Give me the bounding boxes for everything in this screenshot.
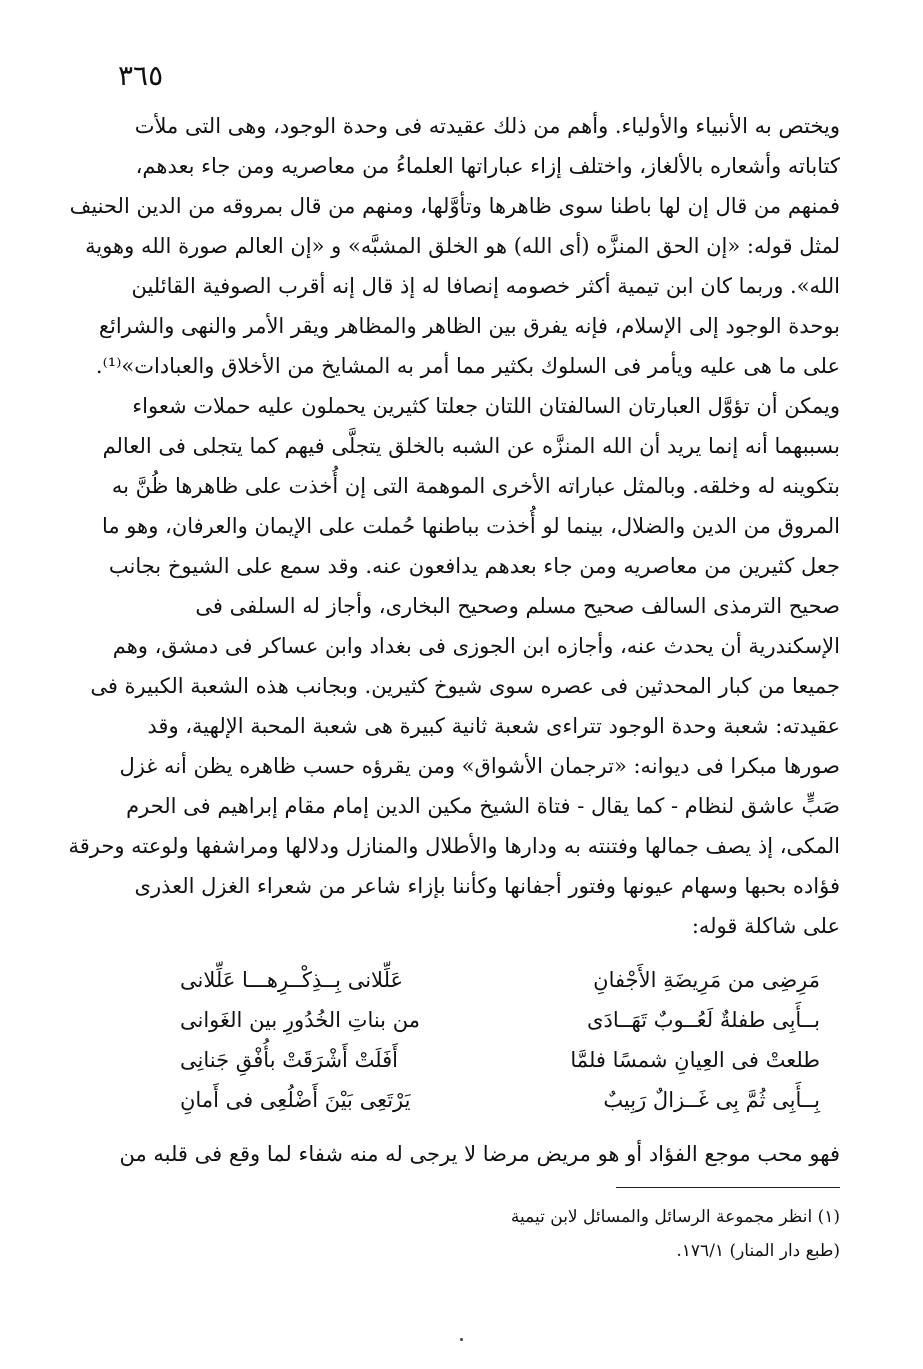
print-speck: [460, 1338, 463, 1341]
verse-first-hemistich: بِــأَبِى ثُمَّ بِى غَــزالٌ رَبِيبٌ: [603, 1088, 820, 1112]
body-line: بتكوينه له وخلقه. وبالمثل عباراته الأخرى الموهمة التى إن أُخذت على ظاهرها ظُنَّ به: [111, 474, 840, 498]
body-line: المروق من الدين والضلال، بينما لو أُخذت بباطنها حُملت على الإيمان والعرفان، وهو ما: [101, 514, 840, 538]
body-line: بوحدة الوجود إلى الإسلام، فإنه يفرق بين الظاهر والمظاهر ويقر الأمر والنهى والشرائع: [98, 314, 840, 338]
verse-first-hemistich: مَرِضِى من مَرِيضَةِ الأَجْفانِ: [593, 968, 820, 992]
verse-first-hemistich: طلعتْ فى العِيانِ شمسًا فلمَّا: [570, 1048, 820, 1072]
verse-row: [180, 1080, 820, 1120]
verse-second-hemistich: يَرْتَعِى بَيْنَ أَضْلُعِى فى أَمانِ: [180, 1088, 411, 1112]
closing-line: فهو محب موجع الفؤاد أو هو مريض مرضا لا يرجى له منه شفاء لما وقع فى قلبه من: [119, 1142, 840, 1166]
footnotes: [500, 1200, 840, 1268]
body-line: صَبٍّ عاشق لنظام - كما يقال - فتاة الشيخ مكين الدين إمام مقام إبراهيم فى الحرم: [126, 794, 840, 818]
body-line: جميعا من كبار المحدثين فى عصره سوى شيوخ كثيرين. وبجانب هذه الشعبة الكبيرة فى: [90, 674, 840, 698]
body-line: ويختص به الأنبياء والأولياء. وأهم من ذلك عقيدته فى وحدة الوجود، وهى التى ملأت: [134, 114, 840, 138]
body-line: فؤاده بحبها وسهام عيونها وفتور أجفانها وكأننا بإزاء شاعر من شعراء الغزل العذرى: [134, 874, 840, 898]
body-line: الله». وربما كان ابن تيمية أكثر خصومه إنصافا له إذ قال إنه أقرب الصوفية القائلين: [131, 274, 840, 298]
body-line: لمثل قوله: «إن الحق المنزَّه (أى الله) هو الخلق المشبَّه» و «إن العالم صورة الله وهوية: [85, 234, 840, 258]
body-line: على شاكلة قوله:: [691, 914, 840, 938]
verse-first-hemistich: بــأَبِى طفلةٌ لَعُــوبٌ تَهَــادَى: [587, 1008, 820, 1032]
verse-row: [180, 1040, 820, 1080]
verse-second-hemistich: أَفَلَتْ أَشْرَقَتْ بأُفْقِ جَنانِى: [180, 1048, 399, 1072]
footnote-line: (طبع دار المنار) ١٧٦/١.: [676, 1241, 840, 1261]
body-line: ويمكن أن تؤوَّل العبارتان السالفتان اللتان جعلتا كثيرين يحملون عليه حملات شعواء: [132, 394, 840, 418]
footnote-divider: [616, 1187, 840, 1188]
body-line: بسببهما أنه إنما يريد أن الله المنزَّه عن الشبه بالخلق يتجلَّى فيهم كما يتجلى فى العالم: [102, 434, 840, 458]
page-number: ٣٦٥: [118, 59, 164, 92]
verse-second-hemistich: من بناتِ الخُدُورِ بين الغَوانى: [180, 1008, 420, 1032]
verse-row: [180, 960, 820, 1000]
footnote-line: (١) انظر مجموعة الرسائل والمسائل لابن تيمية: [510, 1207, 840, 1227]
poem-verses: [180, 960, 820, 1120]
body-line: على ما هى عليه ويأمر فى السلوك بكثير مما أمر به المشايخ من الأخلاق والعبادات»⁽¹⁾.: [95, 354, 840, 378]
body-line: صورها مبكرا فى ديوانه: «ترجمان الأشواق» ومن يقرؤه حسب ظاهره يظن أنه غزل: [119, 754, 840, 778]
body-line: الإسكندرية أن يحدث عنه، وأجازه ابن الجوزى فى بغداد وابن عساكر فى دمشق، وهم: [112, 634, 840, 658]
body-line: عقيدته: شعبة وحدة الوجود تتراءى شعبة ثانية كبيرة هى شعبة المحبة الإلهية، وقد: [147, 714, 840, 738]
body-text: [68, 106, 840, 946]
body-line: كتاباته وأشعاره بالألغاز، واختلف إزاء عباراتها العلماءُ من معاصريه ومن جاء بعدهم،: [135, 154, 840, 178]
body-line: صحيح الترمذى السالف صحيح مسلم وصحيح البخارى، وأجاز له السلفى فى: [195, 594, 840, 618]
verse-row: [180, 1000, 820, 1040]
body-line: جعل كثيرين من معاصريه ومن جاء بعدهم يدافعون عنه. وقد سمع على الشيوخ بجانب: [108, 554, 840, 578]
body-line: المكى، إذ يصف جمالها وفتنته به ودارها والأطلال والمنازل ودلالها ومراشفها ولوعته وحرقة: [68, 834, 840, 858]
verse-second-hemistich: عَلِّلانى بِــذِكْــرِهـــا عَلِّلانى: [180, 968, 404, 992]
body-line: فمنهم من قال إن لها باطنا سوى ظاهرها وتأوَّلها، ومنهم من قال بمروقه من الدين الحنيف: [69, 194, 840, 218]
